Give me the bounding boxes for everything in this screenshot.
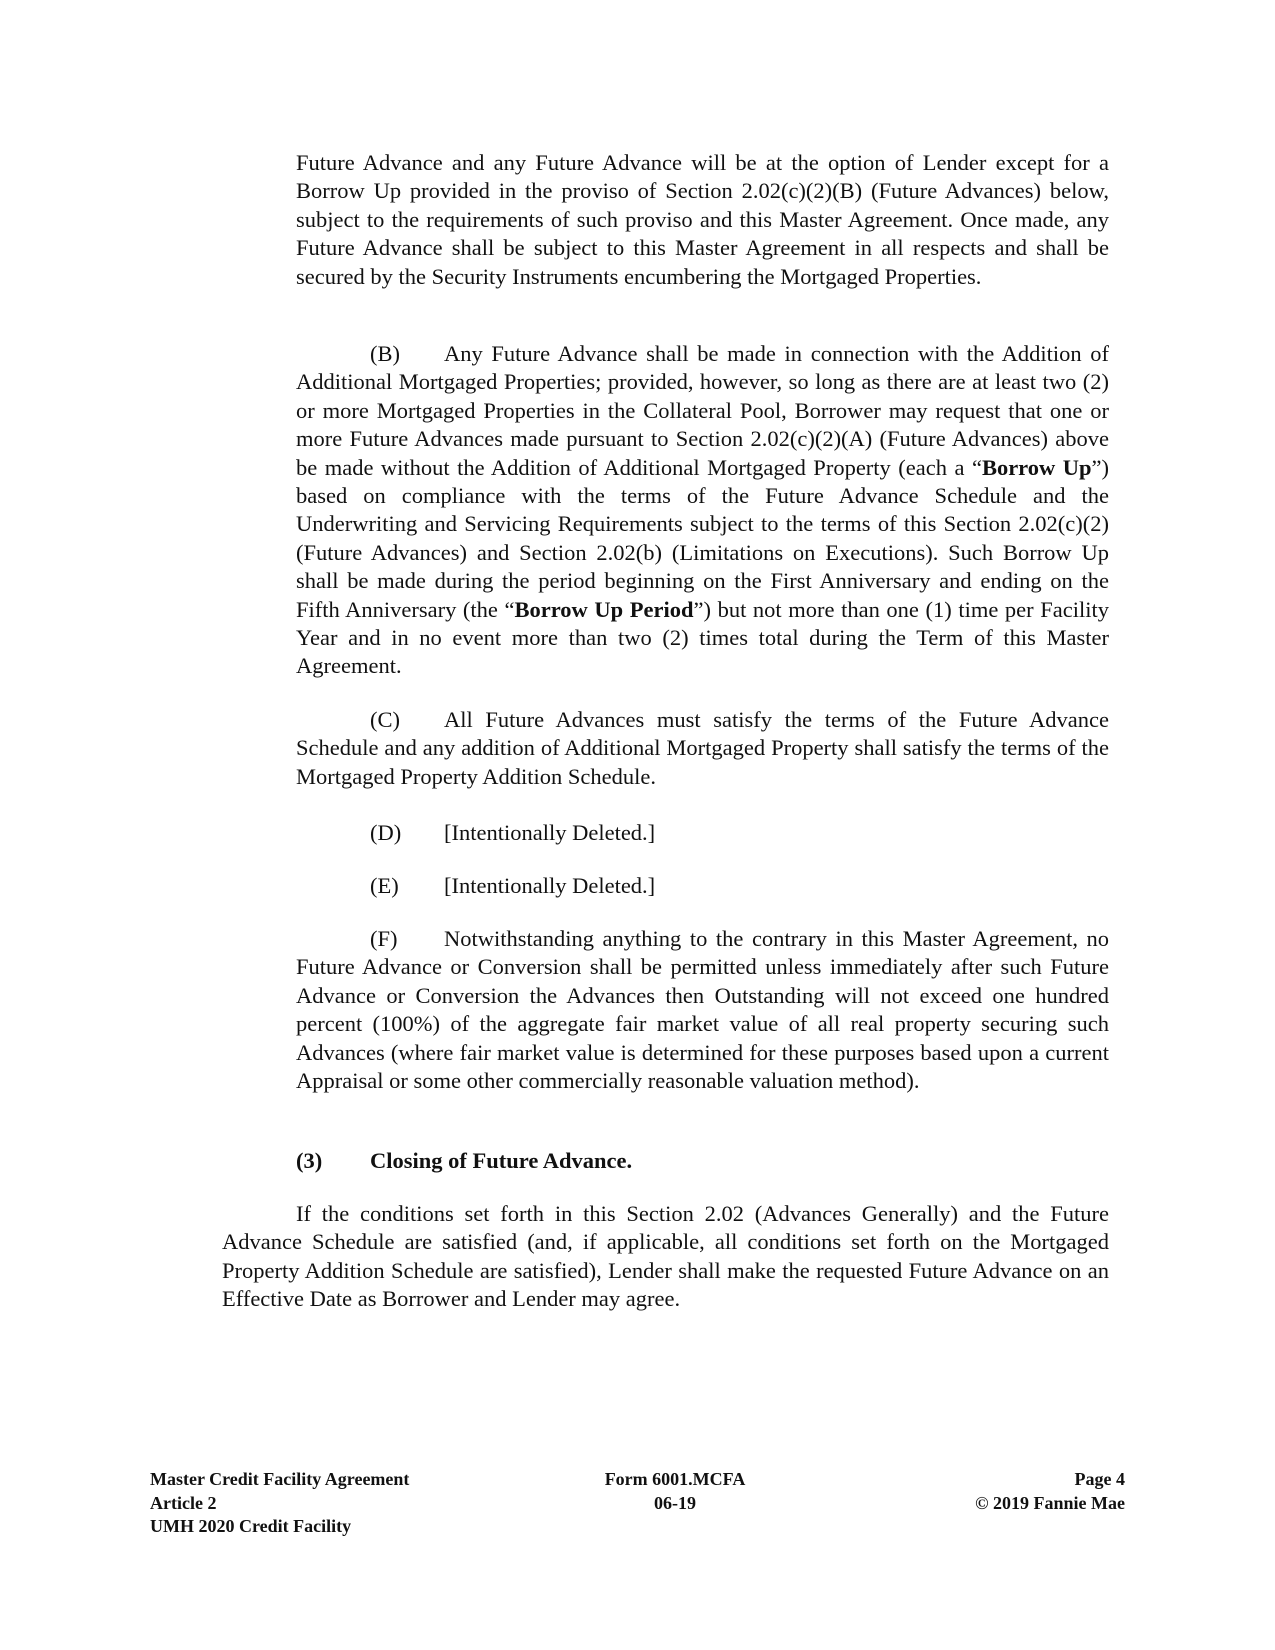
text: [Intentionally Deleted.]	[444, 873, 656, 898]
defined-term: Borrow Up	[981, 454, 1092, 480]
paragraph-continuation: Future Advance and any Future Advance will be at the option of Lender except for a Borrow Up provided in the proviso of Section 2.02(c)(2)(B) (Future Advances) below, subject to the requirements of such proviso and this Master Agreement. Once made, any Future Advance shall be subject to this Master Agreement in all respects and shall be secured by the Security Instruments encumbering the Mortgaged Properties.	[296, 150, 1109, 289]
label-f: (F)	[370, 926, 398, 951]
label-d: (D)	[370, 820, 402, 845]
footer-center	[560, 1468, 790, 1515]
paragraph-f	[296, 925, 1109, 1095]
footer-left	[150, 1468, 409, 1539]
defined-term: Borrow Up Period	[514, 596, 694, 622]
heading-3	[296, 1147, 1109, 1175]
footer-facility: UMH 2020 Credit Facility	[150, 1516, 352, 1536]
text: ”) based on compliance with the terms of the Future Advance Schedule and the Underwriting and Servicing Requirements subject to the terms of this Section 2.02(c)(2) (Future Advances) and Section 2.02(b) (Limitations on Executions). Such Borrow Up shall be made during the period beginning on the First Anniversary and ending on the Fifth Anniversary (the “	[296, 454, 1109, 622]
page-number: Page 4	[1074, 1469, 1125, 1489]
copyright: © 2019 Fannie Mae	[975, 1492, 1125, 1513]
footer-date: 06-19	[654, 1492, 696, 1513]
footer-form: Form 6001.MCFA	[604, 1469, 746, 1489]
paragraph-e	[296, 872, 1109, 900]
footer-article: Article 2	[150, 1492, 217, 1513]
footer-title: Master Credit Facility Agreement	[150, 1469, 410, 1489]
heading-text: Closing of Future Advance.	[370, 1148, 633, 1173]
text: [Intentionally Deleted.]	[444, 820, 656, 845]
label-c: (C)	[370, 707, 400, 732]
label-b: (B)	[370, 341, 400, 366]
text: ”) but not more than one (1) time per Facility Year and in no event more than two (2) times total during the Term of this Master Agreement.	[296, 596, 1109, 679]
paragraph-d	[296, 819, 1109, 847]
heading-number: (3)	[296, 1148, 323, 1173]
paragraph-closing: If the conditions set forth in this Section 2.02 (Advances Generally) and the Future Advance Schedule are satisfied (and, if applicable, all conditions set forth on the Mortgaged Property Addition Schedule are satisfied), Lender shall make the requested Future Advance on an Effective Date as Borrower and Lender may agree.	[222, 1201, 1109, 1312]
text: Any Future Advance shall be made in connection with the Addition of Additional Mortgaged Properties; provided, however, so long as there are at least two (2) or more Mortgaged Properties in the Collateral Pool, Borrower may request that one or more Future Advances made pursuant to Section 2.02(c)(2)(A) (Future Advances) above be made without the Addition of Additional Mortgaged Property (each a “	[296, 341, 1109, 480]
label-e: (E)	[370, 873, 399, 898]
paragraph-c	[296, 706, 1109, 791]
text: Notwithstanding anything to the contrary in this Master Agreement, no Future Advance or Conversion shall be permitted unless immediately after such Future Advance or Conversion the Advances then Outstanding will not exceed one hundred percent (100%) of the aggregate fair market value of all real property securing such Advances (where fair market value is determined for these purposes based upon a current Appraisal or some other commercially reasonable valuation method).	[296, 926, 1109, 1094]
paragraph-b	[296, 340, 1109, 681]
text: All Future Advances must satisfy the terms of the Future Advance Schedule and any addition of Additional Mortgaged Property shall satisfy the terms of the Mortgaged Property Addition Schedule.	[296, 707, 1109, 789]
footer-right	[975, 1468, 1125, 1515]
